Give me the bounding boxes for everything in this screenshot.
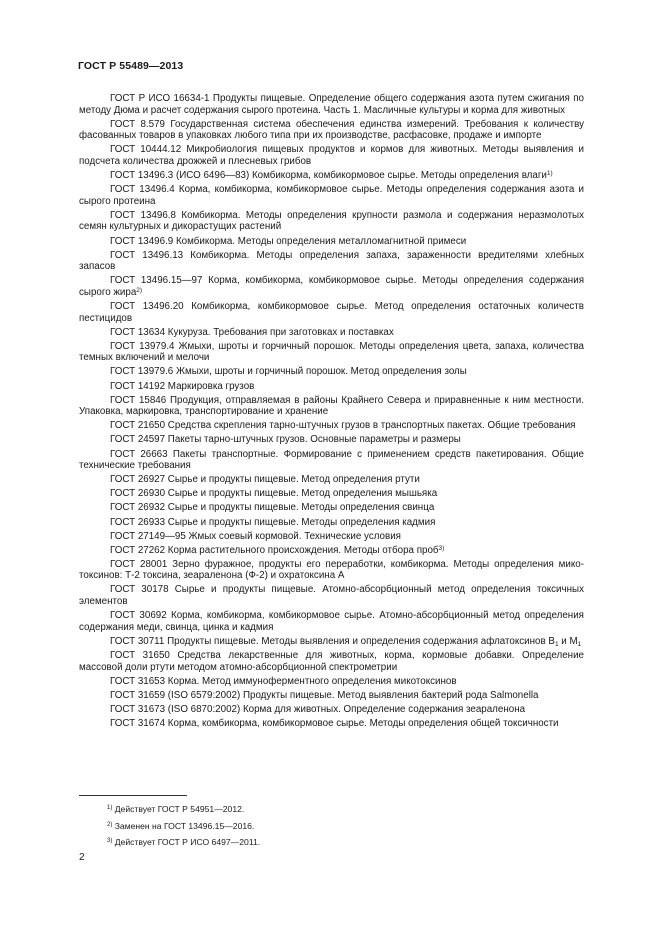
reference-entry: ГОСТ 27262 Корма растительного происхождения. Методы отбора проб$^{3)}$ [110,544,445,556]
reference-entry: ГОСТ 13496.15—97 Корма, комбикорма, комбикормовое сырье. Методы определения содержания сырого жира$^{2)}$ [79,275,584,298]
reference-entry: ГОСТ 31673 (ISO 6870:2002) Корма для животных. Определение содержания зеараленона [110,703,526,715]
reference-entry: ГОСТ 30692 Корма, комбикорма, комбикормовое сырье. Атомно-абсорбционный метод определения содержания меди, свинца, цинка и кадмия [79,610,584,633]
reference-entry: ГОСТ 10444.12 Микробиология пищевых продуктов и кормов для животных. Методы выявления и подсчета количества дрожжей и плесневых грибов [79,144,584,167]
reference-entry: ГОСТ 15846 Продукция, отправляемая в районы Крайнего Севера и приравненные к ним местности. Упаковка, маркировка, транспортирование и хранение [79,394,584,418]
reference-entry: ГОСТ 13496.20 Комбикорма, комбикормовое сырье. Метод определения остаточных количеств пестицидов [79,301,584,324]
reference-entry: ГОСТ 13634 Кукуруза. Требования при заготовках и поставках [110,326,394,338]
reference-entry: ГОСТ 30178 Сырье и продукты пищевые. Атомно-абсорбционный метод определения токсичных элементов [79,584,584,608]
reference-entry: ГОСТ 26930 Сырье и продукты пищевые. Метод определения мышьяка [110,488,438,500]
reference-entry: ГОСТ 13496.4 Корма, комбикорма, комбикормовое сырье. Методы определения содержания азота и сырого протеина [79,184,584,207]
reference-entry: ГОСТ 31674 Корма, комбикорма, комбикормовое сырье. Методы определения общей токсичности [110,717,559,729]
footnote-ref: 3) [438,544,445,552]
reference-entry: ГОСТ 26933 Сырье и продукты пищевые. Методы определения кадмия [110,516,436,528]
reference-entry: ГОСТ 31650 Средства лекарственные для животных, корма, кормовые добавки. Определение массовой доли ртути методом атомно-абсорбционной спектрометрии [79,649,584,673]
reference-entry: ГОСТ 26932 Сырье и продукты пищевые. Методы определения свинца [110,502,435,514]
normative-references-list [79,93,584,732]
reference-entry: ГОСТ 21650 Средства скрепления тарно-штучных грузов в транспортных пакетах. Общие требования [110,420,576,432]
footnote: $^{3)}$ Действует ГОСТ Р ИСО 6497—2011. [107,837,261,847]
reference-entry: ГОСТ 30711 Продукты пищевые. Методы выявления и определения содержания афлатоксинов $В_1$ и $М_1$ [110,635,582,648]
reference-entry: ГОСТ 14192 Маркировка грузов [110,380,255,392]
reference-entry: ГОСТ 31659 (ISO 6579:2002) Продукты пищевые. Метод выявления бактерий рода Salmonella [110,689,539,701]
footnote-ref: 1) [546,170,553,178]
reference-entry: ГОСТ 24597 Пакеты тарно-штучных грузов. Основные параметры и размеры [110,434,461,446]
reference-entry: ГОСТ 13496.9 Комбикорма. Методы определения металломагнитной примеси [110,235,467,247]
reference-entry: ГОСТ 26927 Сырье и продукты пищевые. Метод определения ртути [110,474,420,486]
reference-entry: ГОСТ 13496.8 Комбикорма. Методы определения крупности размола и содержания неразмолотых семян культурных и дикорастущих растений [79,209,584,233]
reference-entry: ГОСТ Р ИСО 16634-1 Продукты пищевые. Определение общего содержания азота путем сжигания по методу Дюма и расчет содержания сырого протеина. Часть 1. Масличные культуры и корма для животных [79,93,584,116]
reference-entry: ГОСТ 13979.6 Жмыхи, шроты и горчичный порошок. Метод определения золы [110,366,467,378]
reference-entry: ГОСТ 8.579 Государственная система обеспечения единства измерений. Требования к количеству фасованных товаров в упаковках любого типа при их производстве, расфасовке, продаже и импорте [79,118,584,142]
reference-entry: ГОСТ 28001 Зерно фуражное, продукты его переработки, комбикорма. Методы определения микотоксинов: Т-2 токсина, зеараленона (Ф-2) и охратоксина А [79,558,584,582]
footnote: $^{2)}$ Заменен на ГОСТ 13496.15—2016. [107,820,255,831]
reference-entry: ГОСТ 13496.13 Комбикорма. Методы определения запаха, зараженности вредителями хлебных запасов [79,249,584,273]
footnote-divider [79,795,187,796]
footnote-ref: 2) [136,286,143,294]
page-number: 2 [79,852,85,863]
reference-entry: ГОСТ 26663 Пакеты транспортные. Формирование с применением средств пакетирования. Общие технические требования [79,448,584,472]
reference-entry: ГОСТ 13979.4 Жмыхи, шроты и горчичный порошок. Методы определения цвета, запаха, количества темных включений и мелочи [79,340,584,364]
document-header: ГОСТ Р 55489—2013 [78,60,184,72]
reference-entry: ГОСТ 13496.3 (ИСО 6496—83) Комбикорма, комбикормовое сырье. Методы определения влаги$^{1)}$ [110,170,553,182]
footnote: $^{1)}$ Действует ГОСТ Р 54951—2012. [107,804,245,814]
footnotes [79,801,260,851]
reference-entry: ГОСТ 27149—95 Жмых соевый кормовой. Технические условия [110,530,401,542]
reference-entry: ГОСТ 31653 Корма. Метод иммуноферментного определения микотоксинов [110,675,457,687]
